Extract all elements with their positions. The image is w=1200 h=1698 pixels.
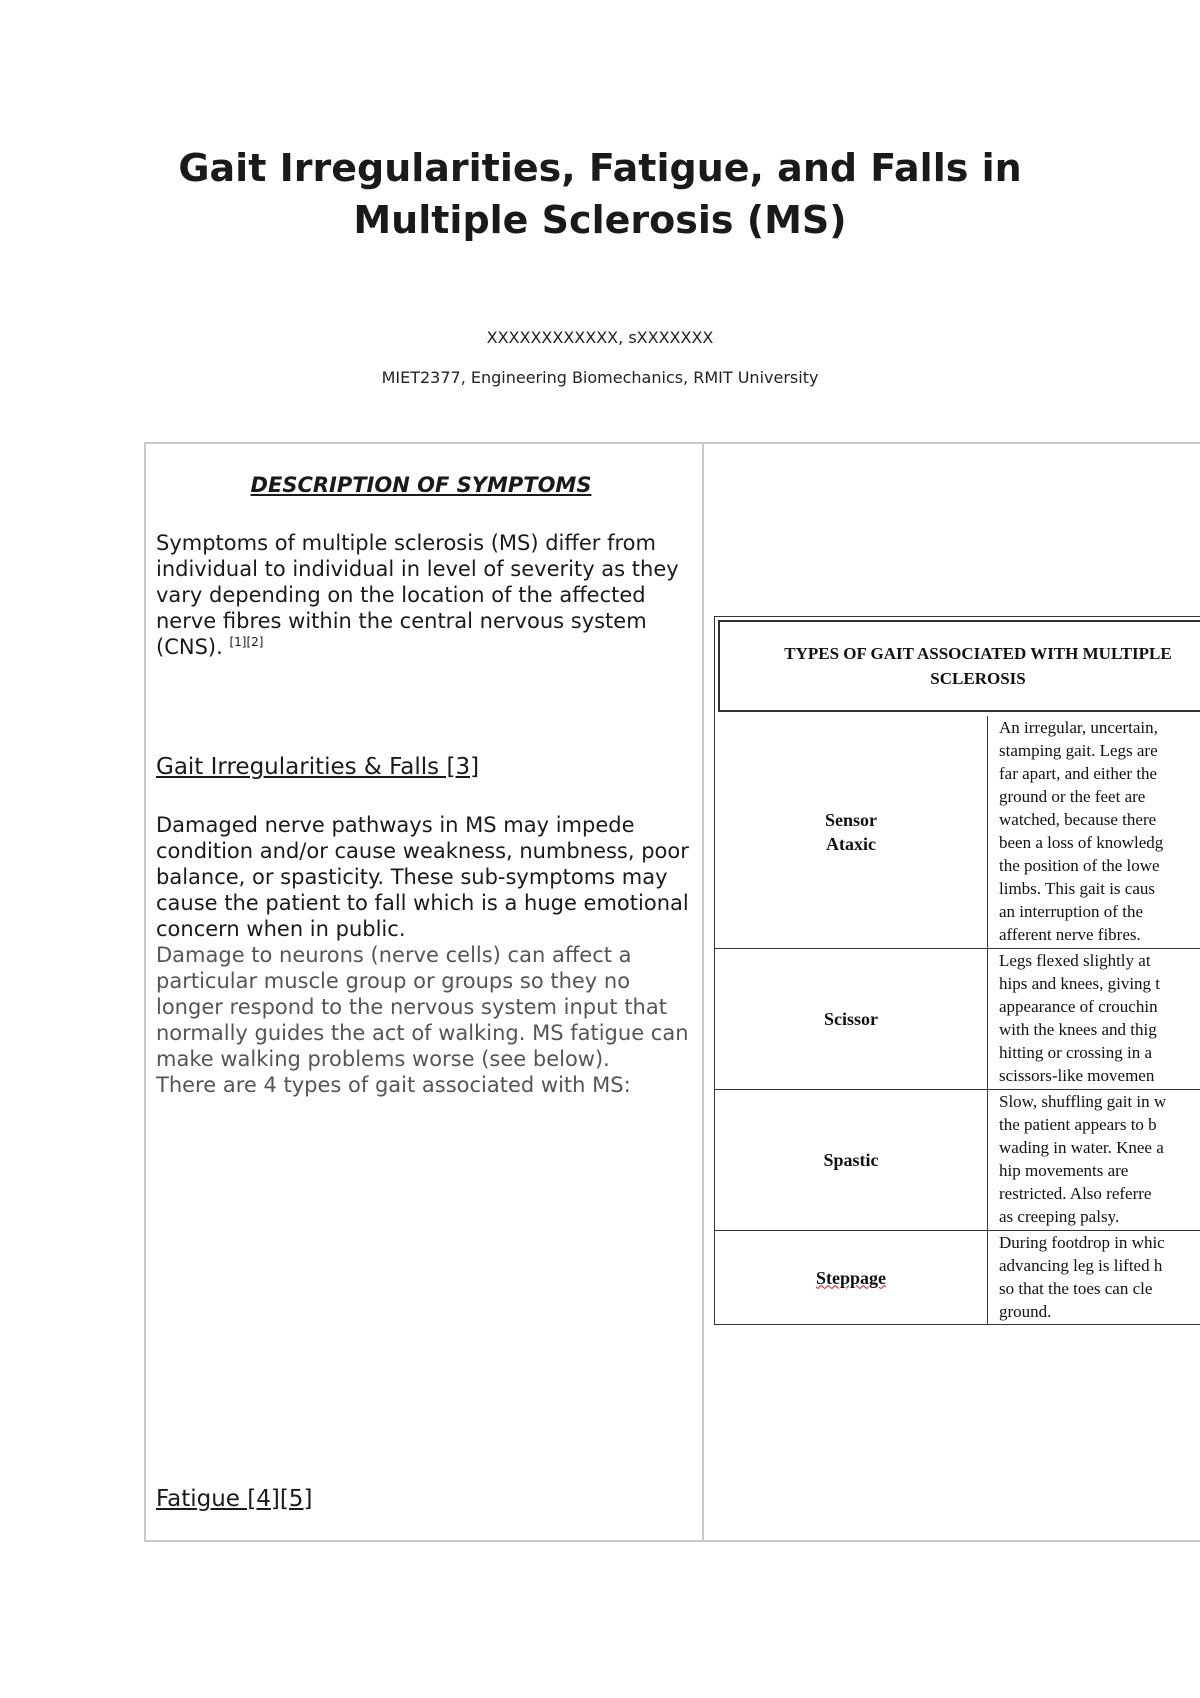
table-row [714, 716, 1200, 949]
description-line: been a loss of knowledg [999, 833, 1164, 852]
title-line-1: Gait Irregularities, Fatigue, and Falls in [178, 146, 1022, 190]
title-line-2: Multiple Sclerosis (MS) [353, 198, 847, 242]
gait-type-name: Spastic [823, 1150, 879, 1170]
description-line: appearance of crouchin [999, 997, 1158, 1016]
table-header-line-2: SCLEROSIS [930, 669, 1026, 688]
description-line: afferent nerve fibres. [999, 925, 1141, 944]
table-header [718, 620, 1200, 712]
description-line: wading in water. Knee a [999, 1138, 1164, 1157]
gait-type-name: Ataxic [826, 834, 876, 854]
description-line: Legs flexed slightly at [999, 951, 1151, 970]
fatigue-heading: Fatigue [4][5] [156, 1486, 313, 1512]
gait-description-cell [999, 716, 1200, 946]
description-line: Slow, shuffling gait in w [999, 1092, 1167, 1111]
author-line: XXXXXXXXXXXX, sXXXXXXX [486, 328, 714, 347]
description-line: with the knees and thig [999, 1020, 1157, 1039]
symptoms-text: Symptoms of multiple sclerosis (MS) differ from individual to individual in level of severity as they vary depending on the location of the affected nerve fibres within the central nervous system (CNS). [156, 531, 679, 659]
gait-type-cell [715, 949, 988, 1089]
gait-text: Damaged nerve pathways in MS may impede condition and/or cause weakness, numbness, poor balance, or spasticity. These sub-symptoms may cause the patient to fall which is a huge emotional concern when in public. [156, 813, 689, 941]
gait-type-name: Scissor [824, 1009, 878, 1029]
gait-types-table [714, 618, 1200, 1320]
table-header-line-1: TYPES OF GAIT ASSOCIATED WITH MULTIPLE [784, 644, 1172, 663]
affiliation-line: MIET2377, Engineering Biomechanics, RMIT University [381, 368, 819, 387]
gait-types-intro: There are 4 types of gait associated with MS: [156, 1073, 631, 1097]
gait-type-cell [715, 1231, 988, 1324]
gait-description-cell [999, 1231, 1200, 1323]
description-line: the patient appears to b [999, 1115, 1157, 1134]
column-divider [702, 442, 704, 1542]
table-row [714, 1090, 1200, 1231]
gait-type-name: Steppage [815, 1267, 886, 1288]
gait-type-name: Sensor [824, 810, 877, 830]
description-line: an interruption of the [999, 902, 1143, 921]
description-line: limbs. This gait is caus [999, 879, 1155, 898]
description-line: watched, because there [999, 810, 1157, 829]
description-line: restricted. Also referre [999, 1184, 1152, 1203]
description-line: ground. [999, 1302, 1052, 1321]
description-line: hitting or crossing in a [999, 1043, 1152, 1062]
table-row [714, 949, 1200, 1090]
description-line: scissors-like movemen [999, 1066, 1155, 1085]
description-line: as creeping palsy. [999, 1207, 1120, 1226]
description-line: so that the toes can cle [999, 1279, 1153, 1298]
description-line: During footdrop in whic [999, 1233, 1165, 1252]
gait-description-cell [999, 949, 1200, 1087]
page-title [100, 142, 1100, 246]
gait-description-cell [999, 1090, 1200, 1228]
description-line: far apart, and either the [999, 764, 1158, 783]
symptoms-paragraph [156, 530, 696, 660]
description-line: hips and knees, giving t [999, 974, 1161, 993]
description-line: ground or the feet are [999, 787, 1146, 806]
gait-type-cell [715, 716, 988, 948]
description-line: the position of the lowe [999, 856, 1160, 875]
neuron-damage-text: Damage to neurons (nerve cells) can affect a particular muscle group or groups so they no longer respond to the nervous system input that normally guides the act of walking. MS fatigue can make walking problems worse (see below). [156, 943, 689, 1071]
citation-refs: [1][2] [229, 635, 264, 649]
description-line: advancing leg is lifted h [999, 1256, 1163, 1275]
gait-falls-heading: Gait Irregularities & Falls [3] [156, 754, 480, 780]
description-line: stamping gait. Legs are [999, 741, 1158, 760]
symptoms-heading: DESCRIPTION OF SYMPTOMS [250, 473, 592, 497]
gait-type-cell [715, 1090, 988, 1230]
description-line: hip movements are [999, 1161, 1129, 1180]
description-line: An irregular, uncertain, [999, 718, 1158, 737]
gait-paragraph [156, 812, 696, 1098]
table-row [714, 1231, 1200, 1325]
